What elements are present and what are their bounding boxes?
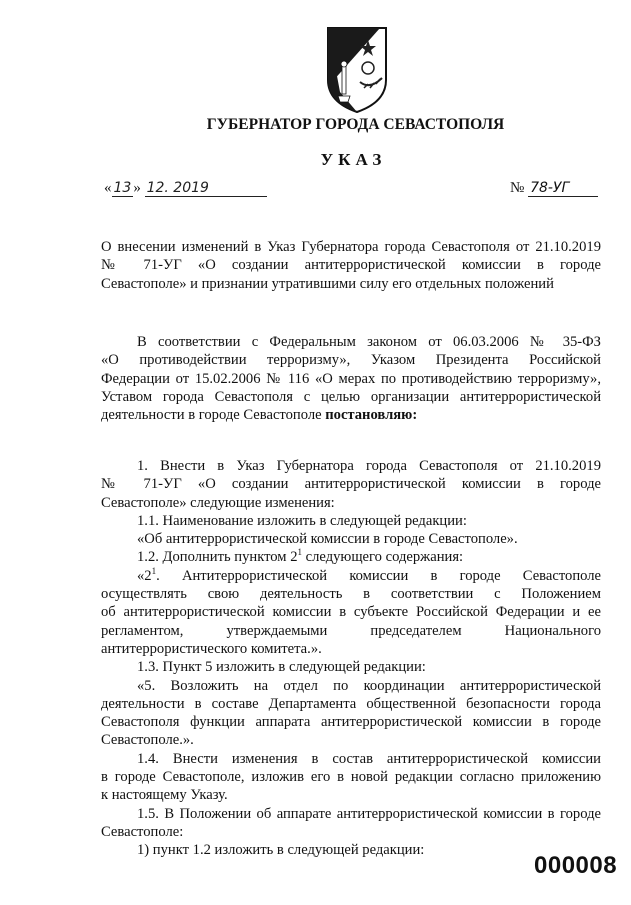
governor-title: ГУБЕРНАТОР ГОРОДА СЕВАСТОПОЛЯ [206, 116, 505, 133]
resolution-word: постановляю: [325, 407, 418, 424]
decree-number: № 78-УГ [510, 180, 598, 197]
date-day: 13 [113, 180, 132, 196]
document-serial-number: 000008 [534, 852, 618, 879]
date-month-year: 12. 2019 [145, 180, 267, 197]
number-value: 78-УГ [528, 180, 598, 197]
decree-body: 1. Внести в Указ Губернатора города Севастополя от 21.10.2019 № 71-УГ «О создании антитеррористической комиссии в городе Севастополе» следующие изменения: 1.1. Наименование изложить в следующей редакции: «Об антитеррористической комиссии в городе Севастополе». 1.2. Дополнить пунктом $2^1$ следующего содержания: «$2^1$. Антитеррористической комиссии в городе Севастополе осуществлять свою деятельность в соответствии с Положением об антитеррористической комиссии в субъекте Российской Федерации и ее регламентом, утверждаемыми председателем Национального антитеррористического комитета.». 1.3. Пункт 5 изложить в следующей редакции: «5. Возложить на отдел по координации антитеррористической деятельности в составе Департамента общественной безопасности города Севастополя функции аппарата антитеррористической комиссии в городе Севастополе.». 1.4. Внести изменения в состав антитеррористической комиссии в городе Севастополе, изложив его в новой редакции согласно приложению к настоящему Указу. 1.5. В Положении об аппарате антитеррористической комиссии в городе Севастополе: 1) пункт 1.2 изложить в следующей редакции: [101, 458, 601, 859]
decree-preamble: В соответствии с Федеральным законом от 06.03.2006 № 35-ФЗ «О противодействии терроризму», Указом Президента Российской Федерации от 15.02.2006 № 116 «О мерах по противодействию терроризму», Уставом города Севастополя с целью организации антитеррористической деятельности в городе Севастополе постановляю: [101, 334, 601, 424]
document-type: УКАЗ [320, 150, 387, 169]
sevastopol-coat-of-arms-icon [320, 22, 394, 114]
decree-date: « 13 » 12. 2019 [104, 180, 267, 197]
decree-subject: О внесении изменений в Указ Губернатора города Севастополя от 21.10.2019 № 71-УГ «О создании антитеррористической комиссии в городе Севастополе» и признании утратившими силу его отдельных положений [101, 239, 601, 292]
